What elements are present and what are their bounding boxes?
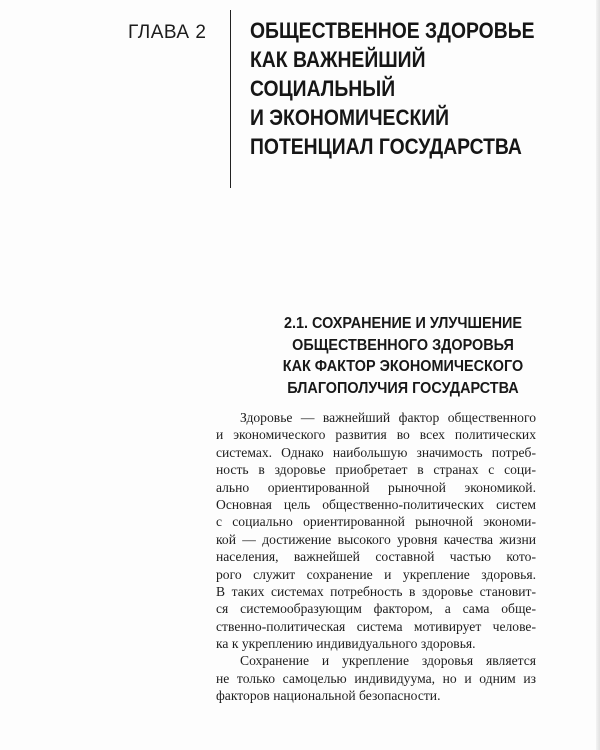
- text-line: Основная цель общественно-политических систем: [216, 496, 536, 512]
- section-title-line: БЛАГОПОЛУЧИЯ ГОСУДАРСТВА: [287, 379, 519, 397]
- text-line: Здоровье — важнейший фактор общественного: [240, 410, 536, 425]
- chapter-title-line: ОБЩЕСТВЕННОЕ ЗДОРОВЬЕ: [250, 18, 535, 43]
- section-title: [238, 313, 568, 399]
- text-line: факторов национальной безопасности.: [216, 688, 441, 704]
- text-line: системах. Однако наибольшую значимость потреб-: [216, 444, 536, 460]
- chapter-title-line: СОЦИАЛЬНЫЙ: [250, 76, 396, 101]
- body-text: [216, 409, 536, 705]
- section-title-line: 2.1. СОХРАНЕНИЕ И УЛУЧШЕНИЕ: [283, 315, 523, 332]
- text-line: населения, важнейшей составной частью кото-: [216, 549, 536, 565]
- paragraph: [216, 409, 536, 652]
- chapter-title-line: КАК ВАЖНЕЙШИЙ: [250, 47, 426, 72]
- page-edge: [596, 0, 600, 750]
- text-line: Сохранение и укрепление здоровья является: [240, 653, 536, 669]
- text-line: кой — достижение высокого уровня качества жизни: [216, 531, 536, 547]
- text-line: ся системообразующим фактором, а сама обще-: [216, 601, 536, 617]
- chapter-divider: [230, 10, 231, 188]
- section-title-line: ОБЩЕСТВЕННОГО ЗДОРОВЬЯ: [292, 336, 514, 354]
- section-title-line: КАК ФАКТОР ЭКОНОМИЧЕСКОГО: [282, 358, 524, 375]
- text-line: ность в здоровье приобретает в странах с соци-: [216, 462, 536, 478]
- chapter-label: ГЛАВА 2: [128, 22, 207, 43]
- chapter-title: [250, 16, 534, 161]
- text-line: ка к укреплению индивидуального здоровья.: [216, 636, 476, 652]
- text-line: ственно-политическая система мотивирует челове-: [216, 618, 536, 634]
- chapter-title-line: ПОТЕНЦИАЛ ГОСУДАРСТВА: [250, 134, 522, 159]
- text-line: рого служит сохранение и укрепление здоровья.: [216, 566, 536, 582]
- text-line: ально ориентированной рыночной экономикой.: [216, 479, 536, 495]
- text-line: В таких системах потребность в здоровье становит-: [216, 583, 536, 599]
- paragraph: [216, 652, 536, 704]
- text-line: и экономического развития во всех политических: [216, 427, 536, 443]
- chapter-title-line: И ЭКОНОМИЧЕСКИЙ: [250, 105, 450, 130]
- text-line: с социально ориентированной рыночной экономи-: [216, 514, 536, 530]
- text-line: не только самоцелью индивидуума, но и одним из: [216, 670, 536, 686]
